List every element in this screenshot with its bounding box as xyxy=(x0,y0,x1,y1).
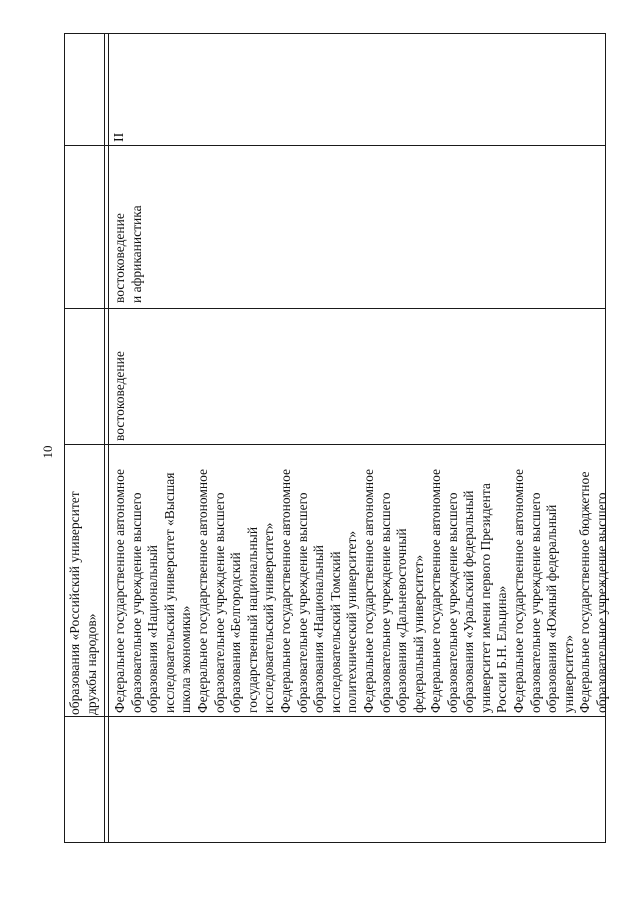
document-table xyxy=(64,33,609,843)
organization-entry: Федеральное государственное автономное образовательное учреждение высшего образования «Национальный исследовательский Томский политехнический университет» xyxy=(278,468,360,713)
row-divider-2 xyxy=(108,33,109,843)
table-border-top xyxy=(64,33,65,843)
organization-entry: Федеральное государственное автономное образовательное учреждение высшего образования «Белгородский государственный национальный исследовательский университет» xyxy=(195,468,277,713)
level-text: II xyxy=(112,132,127,142)
organization-entry: Федеральное государственное автономное образовательное учреждение высшего образования «Национальный исследовательский университет «Высшая школа экономики» xyxy=(112,468,194,713)
continued-organization-text: образования «Российский университет дружбы народов» xyxy=(67,491,99,715)
table-border-left xyxy=(64,842,606,843)
organization-entry: Федеральное государственное автономное образовательное учреждение высшего образования «Южный федеральный университет» xyxy=(511,468,576,713)
rotated-table xyxy=(64,33,609,843)
organization-entry: Федеральное государственное бюджетное образовательное учреждение высшего xyxy=(577,471,609,713)
column-divider-1 xyxy=(64,716,606,717)
program-text: востоковедение и африканистика xyxy=(112,205,144,303)
table-border-right xyxy=(64,33,606,34)
column-divider-3 xyxy=(64,308,606,309)
organization-entry: Федеральное государственное автономное образовательное учреждение высшего образования «Уральский федеральный университет имени первого Президента России Б.Н. Ельцина» xyxy=(428,468,510,713)
page-number: 10 xyxy=(40,445,55,459)
table-border-bottom xyxy=(605,33,606,843)
specialty-text: востоковедение xyxy=(112,351,127,441)
row-divider xyxy=(104,33,105,843)
column-divider-4 xyxy=(64,145,606,146)
organization-entry: Федеральное государственное автономное образовательное учреждение высшего образования «Дальневосточный федеральный университет» xyxy=(361,468,426,713)
